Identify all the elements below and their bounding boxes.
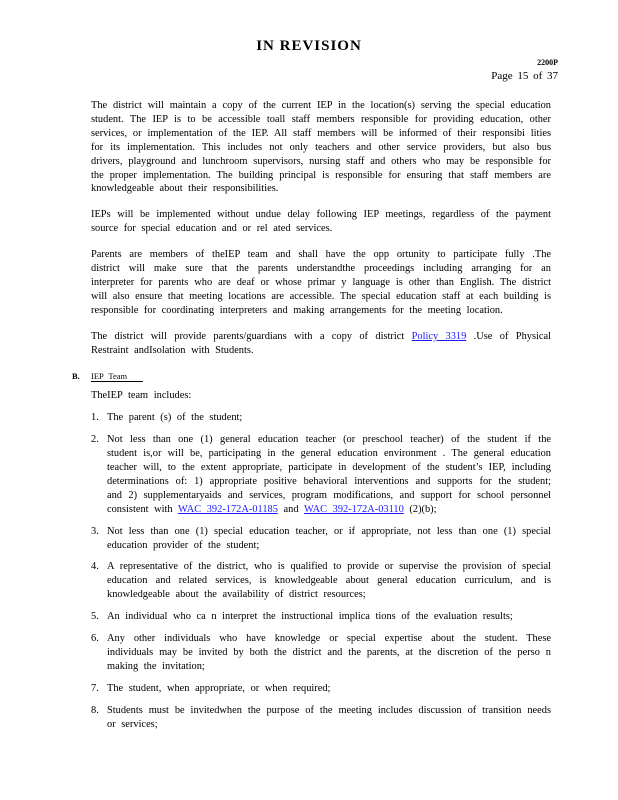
list-number: 2. [91,434,99,446]
list-text: An individual who ca n interpret the instructional implica tions of the evaluation results; [107,611,513,623]
policy-3319-link[interactable]: Policy 3319 [411,330,467,342]
list-text: Not less than one (1) general education teacher (or preschool teacher) of the student if the student is,or will be, participating in the general education environment . The general education teacher will, to the extent appropriate, participate in development of the student’s IEP, including determinations of: 1) appropriate positive behavioral interventions and supports for the student; and 2) supplementaryaids and services, program modifications, and support for school personnel consistent with [107,434,551,515]
section-intro: TheIEP team includes: [91,390,192,402]
list-number: 6. [91,633,99,645]
list-text-mid: and [277,503,304,515]
wac-03110-link[interactable]: WAC 392-172A-03110 [303,503,404,515]
list-text-after: (2)(b); [403,503,437,515]
paragraph-implementation: IEPs will be implemented without undue delay following IEP meetings, regardless of the payment source for special education and or rel ated services. [91,209,551,235]
list-item [91,632,551,674]
wac-01185-link[interactable]: WAC 392-172A-01185 [178,503,278,515]
list-item [91,682,551,696]
list-text: The student, when appropriate, or when required; [107,682,331,694]
list-item [91,411,551,425]
paragraph-parents: Parents are members of theIEP team and shall have the opp ortunity to participate fully .The district will make sure that the parents understandthe proceedings including arranging for an interpreter for parents who are deaf or whose primar y language is other than English. The district will also ensure that meeting locations are accessible. The special education staff at each building is responsible for coordinating interpreters and making arrangements for the meeting location. [91,249,551,316]
list-text: A representative of the district, who is qualified to provide or supervise the provision of special education and related services, is knowledgeable about general education curriculum, and is knowledgeable about the availability of district resources; [107,561,551,601]
section-title: IEP Team [91,371,143,382]
list-number: 8. [91,704,99,716]
page-number: Page 15 of 37 [491,70,558,82]
list-item [91,433,551,516]
list-number: 7. [91,682,99,694]
list-item [91,525,551,553]
paragraph-policy [91,330,551,358]
policy-text-before: The district will provide parents/guardians with a copy of district [91,330,412,342]
policy-text-after: .Use of Physical Restraint andIsolation with Students. [91,330,551,356]
document-body [72,99,551,740]
list-number: 4. [91,561,99,573]
section-letter: B. [72,370,80,381]
list-text: Any other individuals who have knowledge or special expertise about the student. These individuals may be invited by both the district and the parents, at the discretion of the perso n making the invitation; [107,633,551,672]
list-item [91,610,551,624]
list-text: Students must be invitedwhen the purpose of the meeting includes discussion of transition needs or services; [107,704,551,730]
list-text: Not less than one (1) special education teacher, or if appropriate, not less than one (1) special education provider of the student; [107,525,551,551]
list-number: 3. [91,525,99,537]
paragraph-iep-access: The district will maintain a copy of the current IEP in the location(s) serving the special education student. The IEP is to be accessible toall staff members responsible for providing education, other services, or implementation of the IEP. All staff members will be informed of their responsibi lities for its implementation. This includes not only teachers and other service providers, but also bus drivers, playground and lunchroom supervisors, nursing staff and others who may be responsible for the proper implementation. The building principal is responsible for ensuring that staff members are knowledgeable about their responsibilities. [91,100,551,195]
list-text: The parent (s) of the student; [107,412,243,424]
list-item [91,704,551,732]
section-header [72,370,551,384]
team-member-list [91,411,551,731]
list-item [91,560,551,602]
list-number: 1. [91,412,99,424]
list-number: 5. [91,611,99,623]
policy-code: 2200P [537,58,558,67]
page-title: IN REVISION [256,38,362,54]
